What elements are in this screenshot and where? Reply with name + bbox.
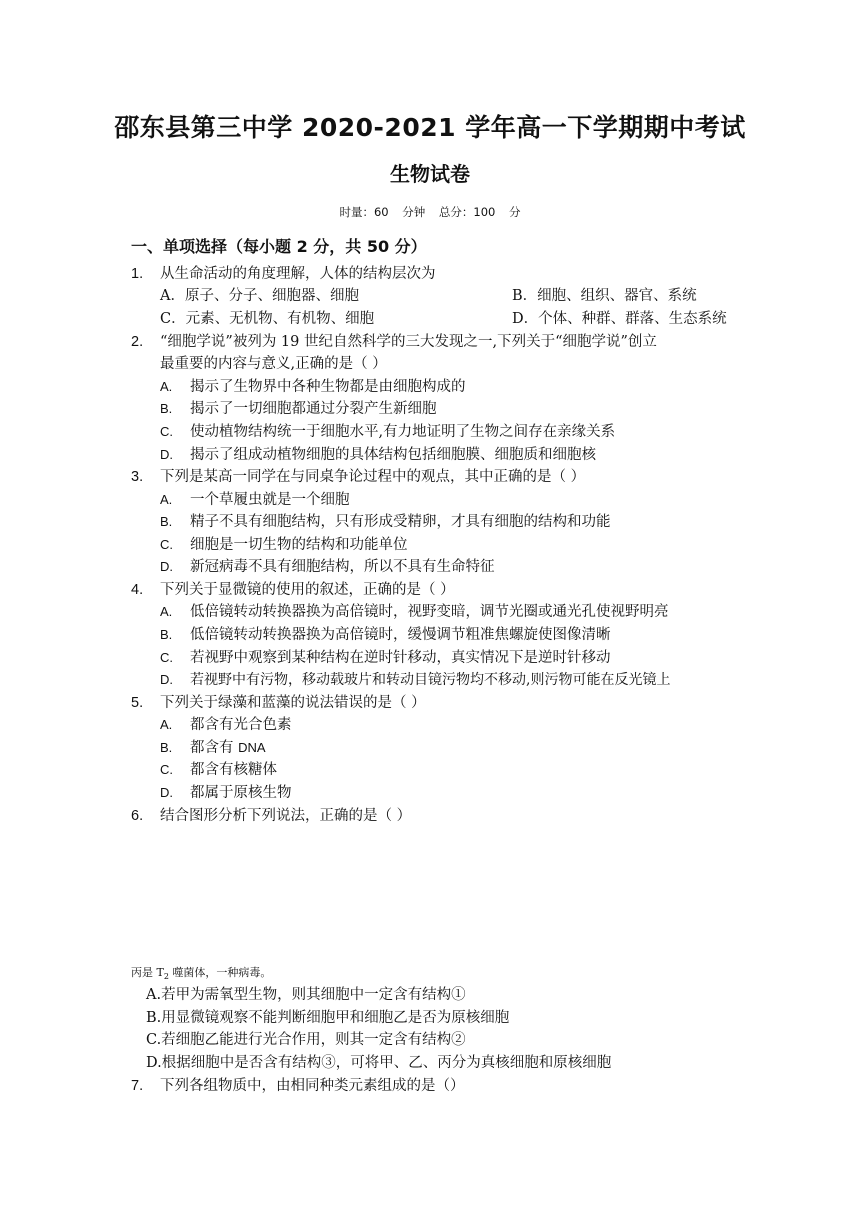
option-a: 都含有光合色素 (190, 717, 292, 733)
figure-note (131, 964, 271, 981)
option-d: 揭示了组成动植物细胞的具体结构包括细胞膜、细胞质和细胞核 (190, 447, 596, 463)
option-letter: C. (160, 762, 173, 777)
question-stem: “细胞学说”被列为 19 世纪自然科学的三大发现之一,下列关于“细胞学说”创立 (160, 334, 657, 350)
option-letter: D. (160, 447, 173, 462)
question-stem-cont: 最重要的内容与意义,正确的是（ ） (160, 356, 387, 372)
option-b-text: 都含有 (190, 740, 239, 756)
option-letter: C. (160, 650, 173, 665)
dna-text: DNA (238, 740, 266, 755)
option-letter: C. (160, 424, 173, 439)
option-c: 使动植物结构统一于细胞水平,有力地证明了生物之间存在亲缘关系 (190, 424, 616, 440)
question-number: 4. (131, 582, 144, 598)
exam-title: 邵东县第三中学 2020-2021 学年高一下学期期中考试 (114, 113, 746, 142)
option-letter: A. (160, 717, 173, 732)
question-number: 1. (131, 266, 144, 282)
option-letter: B. (160, 740, 173, 755)
option-c: C．元素、无机物、有机物、细胞 (160, 311, 375, 327)
option-a: A．原子、分子、细胞器、细胞 (160, 288, 359, 304)
exam-meta: 时量：60 分钟 总分：100 分 (339, 205, 521, 219)
option-c: 细胞是一切生物的结构和功能单位 (190, 537, 408, 553)
question-stem: 下列关于显微镜的使用的叙述，正确的是（ ） (160, 582, 455, 598)
question-stem: 从生命活动的角度理解，人体的结构层次为 (160, 266, 436, 282)
option-d: 新冠病毒不具有细胞结构，所以不具有生命特征 (190, 559, 495, 575)
question-number: 5. (131, 695, 144, 711)
option-c: 都含有核糖体 (190, 762, 277, 778)
option-letter: A. (160, 379, 173, 394)
option-letter: A. (160, 492, 173, 507)
figure-area (131, 830, 731, 960)
note-text: 丙是 T (131, 966, 164, 979)
option-c: 若视野中观察到某种结构在逆时针移动，真实情况下是逆时针移动 (190, 650, 611, 666)
option-b: 揭示了一切细胞都通过分裂产生新细胞 (190, 401, 437, 417)
option-letter: D. (160, 785, 173, 800)
option-d: 都属于原核生物 (190, 785, 292, 801)
question-stem: 下列关于绿藻和蓝藻的说法错误的是（ ） (160, 695, 426, 711)
note-subscript: 2 (163, 972, 169, 982)
note-text-end: 噬菌体，一种病毒。 (168, 966, 272, 979)
option-letter: B. (160, 514, 173, 529)
question-number: 6. (131, 808, 144, 824)
question-stem: 结合图形分析下列说法，正确的是（ ） (160, 808, 412, 824)
option-c: C.若细胞乙能进行光合作用，则其一定含有结构② (146, 1032, 466, 1048)
exam-subtitle: 生物试卷 (390, 162, 470, 186)
section-heading: 一、单项选择（每小题 2 分，共 50 分） (131, 237, 427, 256)
option-d: D.根据细胞中是否含有结构③，可将甲、乙、丙分为真核细胞和原核细胞 (146, 1055, 612, 1071)
option-b: B．细胞、组织、器官、系统 (512, 288, 697, 304)
question-stem: 下列各组物质中，由相同种类元素组成的是（） (160, 1078, 465, 1094)
question-number: 7. (131, 1078, 144, 1094)
option-letter: C. (160, 537, 173, 552)
option-letter: D. (160, 672, 173, 687)
option-d: 若视野中有污物，移动载玻片和转动目镜污物均不移动,则污物可能在反光镜上 (190, 672, 671, 688)
option-b: 低倍镜转动转换器换为高倍镜时，缓慢调节粗准焦螺旋使图像清晰 (190, 627, 611, 643)
option-letter: B. (160, 401, 173, 416)
option-b: 精子不具有细胞结构，只有形成受精卵，才具有细胞的结构和功能 (190, 514, 611, 530)
question-stem: 下列是某高一同学在与同桌争论过程中的观点，其中正确的是（ ） (160, 469, 586, 485)
option-b: B.用显微镜观察不能判断细胞甲和细胞乙是否为原核细胞 (146, 1010, 510, 1026)
option-a: 揭示了生物界中各种生物都是由细胞构成的 (190, 379, 466, 395)
question-number: 2. (131, 334, 144, 350)
option-d: D．个体、种群、群落、生态系统 (512, 311, 727, 327)
option-a: 一个草履虫就是一个细胞 (190, 492, 350, 508)
option-letter: B. (160, 627, 173, 642)
option-b (190, 738, 266, 758)
option-letter: D. (160, 559, 173, 574)
option-a: A.若甲为需氧型生物，则其细胞中一定含有结构① (146, 987, 466, 1003)
option-a: 低倍镜转动转换器换为高倍镜时，视野变暗，调节光圈或通光孔使视野明亮 (190, 604, 669, 620)
option-letter: A. (160, 604, 173, 619)
question-number: 3. (131, 469, 144, 485)
